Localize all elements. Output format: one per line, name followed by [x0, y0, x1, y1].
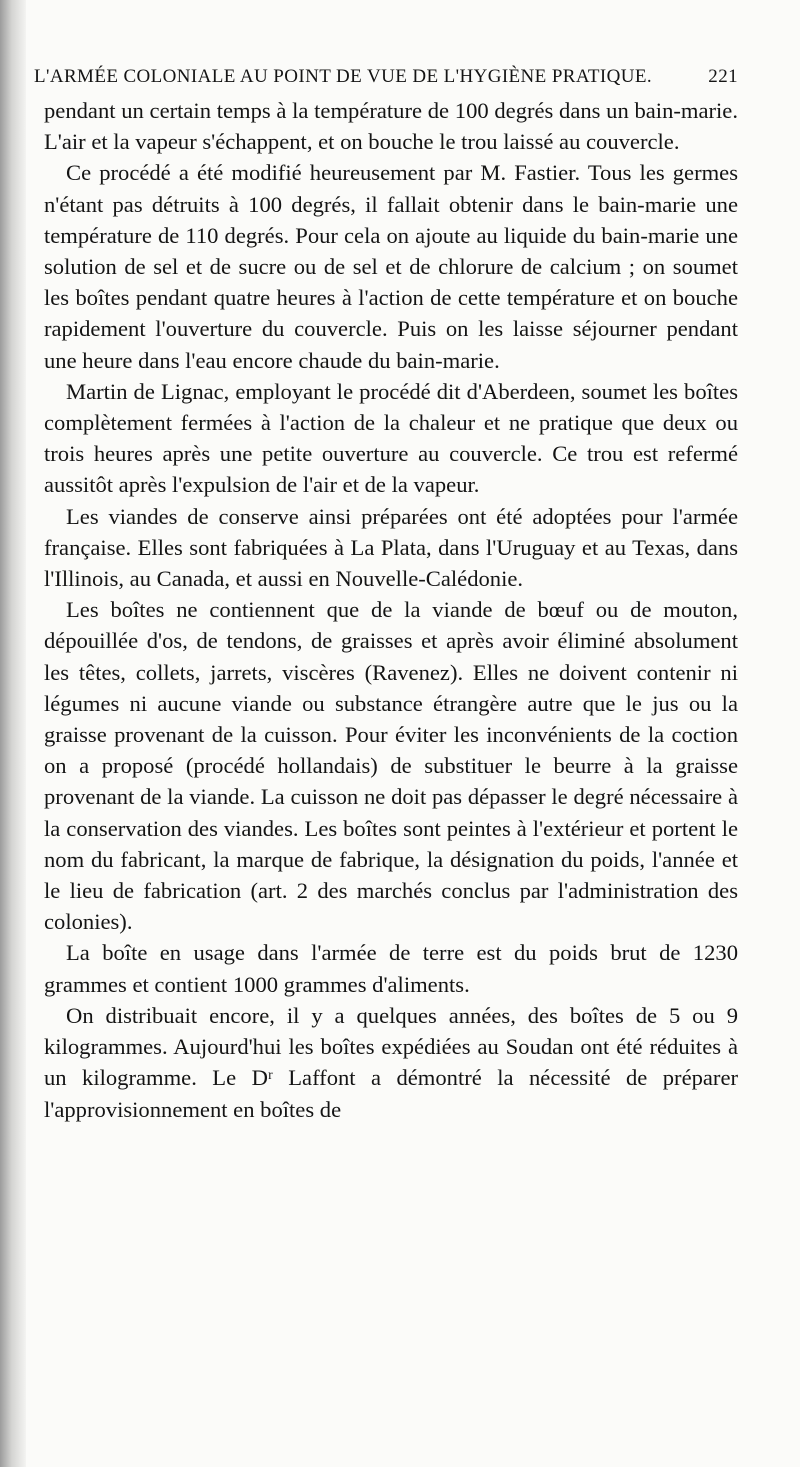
running-header	[34, 60, 738, 94]
paragraph: Martin de Lignac, employant le procédé dit d'Aberdeen, soumet les boîtes complètement fermées à l'action de la chaleur et ne pratique que deux ou trois heures après une petite ouverture au couvercle. Ce trou est refermé aussitôt après l'expulsion de l'air et de la vapeur.	[44, 378, 738, 498]
paragraph: La boîte en usage dans l'armée de terre est du poids brut de 1230 grammes et contient 1000 grammes d'aliments.	[44, 940, 738, 997]
running-title: L'ARMÉE COLONIALE AU POINT DE VUE DE L'HYGIÈNE PRATIQUE.	[34, 66, 653, 87]
paragraph: Ce procédé a été modifié heureusement par M. Fastier. Tous les germes n'étant pas détruits à 100 degrés, il fallait obtenir dans le bain-marie une température de 110 degrés. Pour cela on ajoute au liquide du bain-marie une solution de sel et de sucre ou de sel et de chlorure de calcium ; on soumet les boîtes pendant quatre heures à l'action de cette température et on bouche rapidement l'ouverture du couvercle. Puis on les laisse séjourner pendant une heure dans l'eau encore chaude du bain-marie.	[44, 160, 738, 373]
page-gutter-shadow	[0, 0, 26, 1467]
paragraph: Les boîtes ne contiennent que de la viande de bœuf ou de mouton, dépouillée d'os, de tendons, de graisses et après avoir éliminé absolument les têtes, collets, jarrets, viscères (Ravenez). Elles ne doivent contenir ni légumes ni aucune viande ou substance étrangère autre que le jus ou la graisse provenant de la cuisson. Pour éviter les inconvénients de la coction on a proposé (procédé hollandais) de substituer le beurre à la graisse provenant de la viande. La cuisson ne doit pas dépasser le degré nécessaire à la conservation des viandes. Les boîtes sont peintes à l'extérieur et portent le nom du fabricant, la marque de fabrique, la désignation du poids, l'année et le lieu de fabrication (art. 2 des marchés conclus par l'administration des colonies).	[44, 597, 738, 935]
paragraph: pendant un certain temps à la température de 100 degrés dans un bain-marie. L'air et la vapeur s'échappent, et on bouche le trou laissé au couvercle.	[44, 98, 738, 155]
paragraph: On distribuait encore, il y a quelques années, des boîtes de 5 ou 9 kilogrammes. Aujourd'hui les boîtes expédiées au Soudan ont été réduites à un kilogramme. Le Dʳ Laffont a démontré la nécessité de préparer l'approvisionnement en boîtes de	[44, 1002, 738, 1122]
body-text	[44, 95, 738, 1125]
page-number: 221	[708, 66, 738, 87]
paragraph: Les viandes de conserve ainsi préparées ont été adoptées pour l'armée française. Elles sont fabriquées à La Plata, dans l'Uruguay et au Texas, dans l'Illinois, au Canada, et aussi en Nouvelle-Calédonie.	[44, 503, 738, 592]
